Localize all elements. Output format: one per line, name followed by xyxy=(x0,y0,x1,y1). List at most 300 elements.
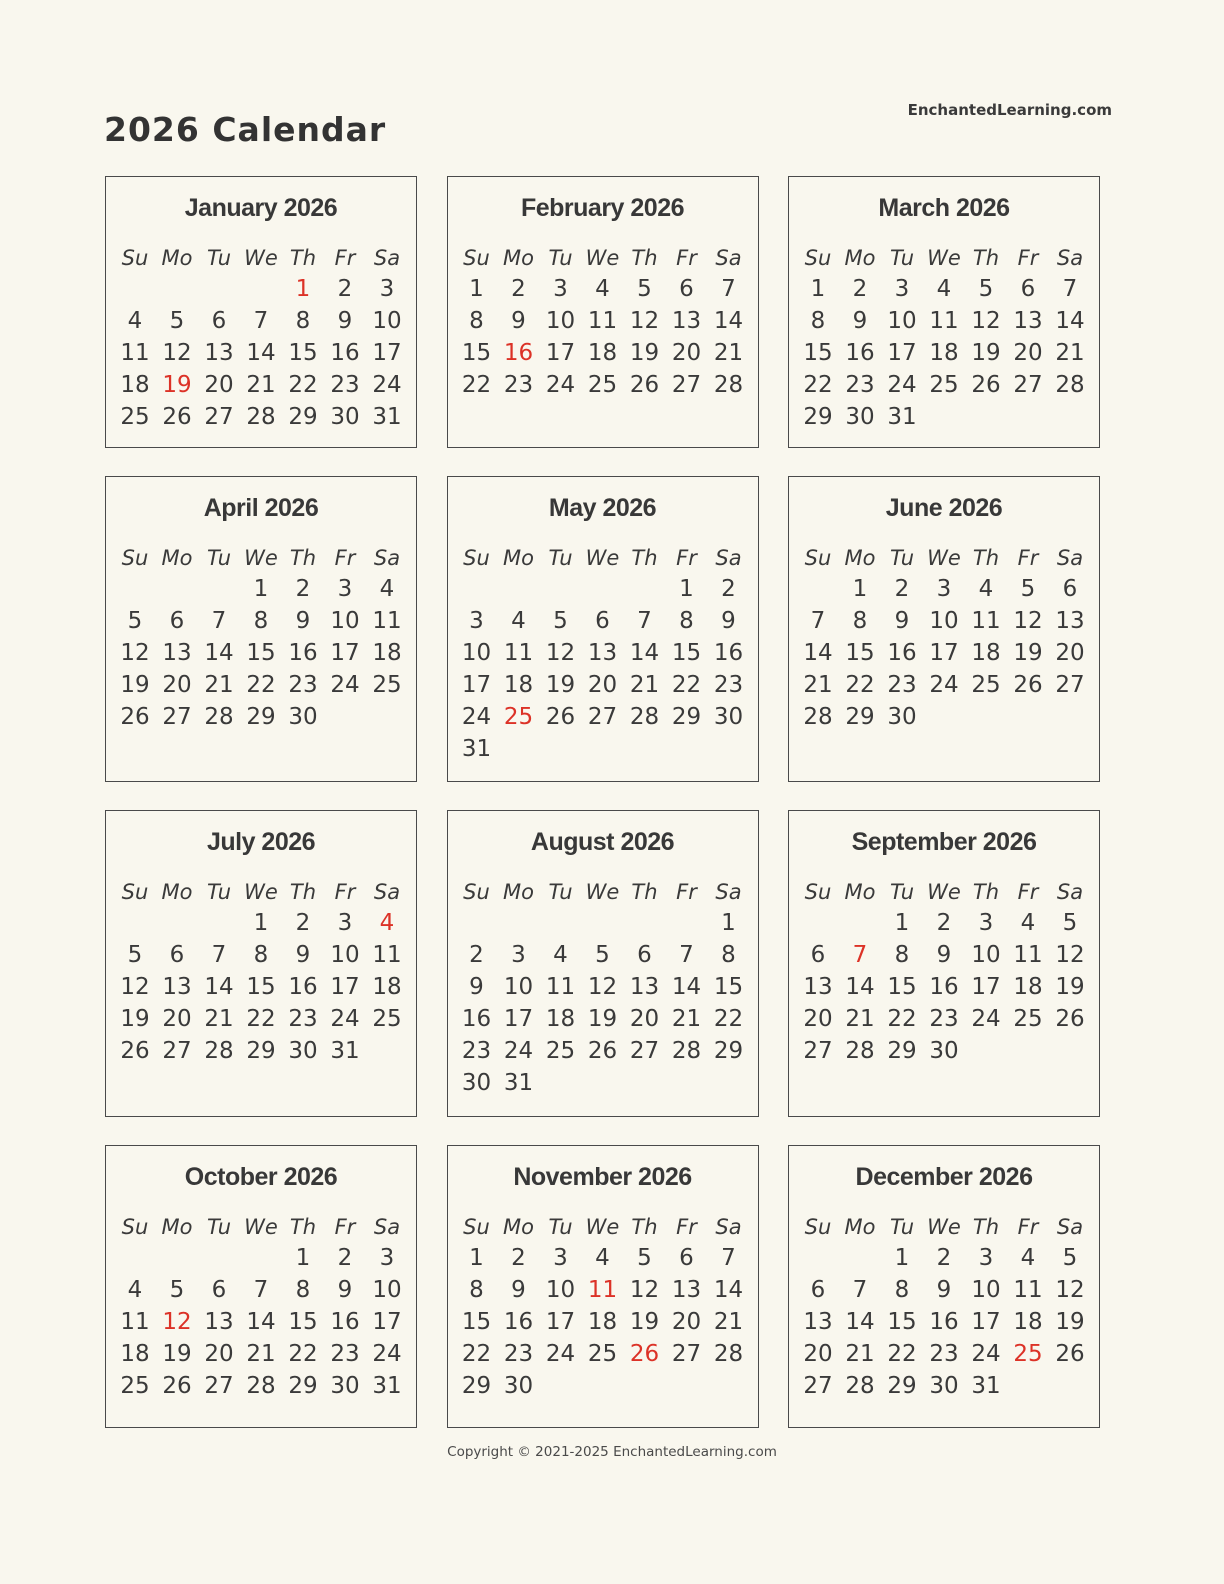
day-cell: 12 xyxy=(587,974,618,1000)
month-title: March 2026 xyxy=(878,194,1010,222)
weekday-header: Tu xyxy=(206,246,232,270)
weekday-header: Tu xyxy=(548,546,573,570)
day-cell: 16 xyxy=(887,640,917,666)
day-cell: 25 xyxy=(545,1038,576,1064)
weekday-header: Tu xyxy=(206,880,232,904)
day-cell: 10 xyxy=(929,608,959,634)
day-cell: 11 xyxy=(120,340,150,366)
week-row xyxy=(114,573,408,605)
weekday-header: Th xyxy=(289,546,317,570)
week-row xyxy=(456,939,750,971)
day-cell: 25 xyxy=(120,404,150,430)
week-row xyxy=(114,939,408,971)
month-september-2026 xyxy=(788,810,1100,1117)
day-cell-holiday: 25 xyxy=(1013,1341,1043,1367)
day-cell: 5 xyxy=(127,942,143,968)
week-row xyxy=(797,305,1091,337)
day-cell: 10 xyxy=(545,1277,576,1303)
day-cell: 26 xyxy=(1055,1341,1085,1367)
day-cell: 11 xyxy=(545,974,576,1000)
day-cell: 27 xyxy=(629,1038,660,1064)
day-cell: 7 xyxy=(211,942,227,968)
day-cell: 16 xyxy=(929,1309,959,1335)
day-cell: 6 xyxy=(169,608,185,634)
calendar-grid xyxy=(105,176,1100,1428)
week-row xyxy=(456,1067,750,1099)
weekday-header: We xyxy=(244,546,278,570)
week-row xyxy=(456,1035,750,1067)
day-cell: 2 xyxy=(936,1245,952,1271)
day-cell: 5 xyxy=(1062,910,1078,936)
week-row xyxy=(456,337,750,369)
week-row xyxy=(114,305,408,337)
weekday-header-row xyxy=(456,543,750,573)
day-cell: 13 xyxy=(629,974,660,1000)
day-cell: 7 xyxy=(637,608,652,634)
day-cell: 13 xyxy=(803,1309,833,1335)
day-cell: 13 xyxy=(162,974,192,1000)
day-cell: 12 xyxy=(629,1277,660,1303)
day-cell: 23 xyxy=(845,372,875,398)
day-cell: 11 xyxy=(372,942,402,968)
day-cell: 5 xyxy=(169,308,185,334)
day-cell: 27 xyxy=(162,704,192,730)
month-title: November 2026 xyxy=(513,1163,692,1191)
day-cell: 17 xyxy=(971,1309,1001,1335)
week-row xyxy=(797,1242,1091,1274)
day-cell: 3 xyxy=(936,576,952,602)
day-cell: 24 xyxy=(971,1341,1001,1367)
day-cell: 11 xyxy=(1013,1277,1043,1303)
day-cell: 12 xyxy=(1013,608,1043,634)
day-cell: 29 xyxy=(671,704,702,730)
day-cell: 29 xyxy=(713,1038,744,1064)
week-row xyxy=(797,1338,1091,1370)
day-cell: 10 xyxy=(372,1277,402,1303)
day-cell: 13 xyxy=(671,308,702,334)
week-row xyxy=(797,573,1091,605)
day-cell: 28 xyxy=(629,704,660,730)
day-cell: 12 xyxy=(162,340,192,366)
day-cell: 16 xyxy=(288,640,318,666)
weekday-header: Tu xyxy=(889,546,915,570)
day-cell: 9 xyxy=(511,308,526,334)
day-cell-holiday: 12 xyxy=(162,1309,192,1335)
weekday-header: Mo xyxy=(844,546,876,570)
weekday-header: Th xyxy=(631,880,658,904)
day-cell: 25 xyxy=(120,1373,150,1399)
day-cell: 8 xyxy=(852,608,868,634)
weekday-header: Tu xyxy=(889,1215,915,1239)
day-cell: 31 xyxy=(971,1373,1001,1399)
week-row xyxy=(456,1370,750,1402)
day-cell: 15 xyxy=(887,1309,917,1335)
day-cell: 29 xyxy=(288,1373,318,1399)
day-cell: 10 xyxy=(461,640,492,666)
weekday-header: Su xyxy=(463,1215,490,1239)
day-cell: 23 xyxy=(330,1341,360,1367)
day-cell: 21 xyxy=(246,1341,276,1367)
day-cell: 30 xyxy=(887,704,917,730)
weekday-header: We xyxy=(244,880,278,904)
day-cell: 9 xyxy=(295,608,311,634)
week-row xyxy=(114,337,408,369)
weekday-header-row xyxy=(797,1212,1091,1242)
day-cell: 15 xyxy=(713,974,744,1000)
weekday-header: Tu xyxy=(548,880,573,904)
day-cell: 29 xyxy=(887,1373,917,1399)
day-cell: 20 xyxy=(803,1341,833,1367)
day-cell: 18 xyxy=(120,1341,150,1367)
day-cell: 16 xyxy=(288,974,318,1000)
month-title: October 2026 xyxy=(184,1163,338,1191)
day-cell: 8 xyxy=(253,942,269,968)
day-cell: 23 xyxy=(288,672,318,698)
day-cell: 21 xyxy=(803,672,833,698)
day-cell: 16 xyxy=(461,1006,492,1032)
day-cell: 23 xyxy=(929,1006,959,1032)
weekday-header-row xyxy=(114,543,408,573)
day-cell: 5 xyxy=(127,608,143,634)
week-row xyxy=(456,1242,750,1274)
day-cell: 31 xyxy=(503,1070,534,1096)
day-cell: 4 xyxy=(1020,910,1036,936)
day-cell: 21 xyxy=(845,1341,875,1367)
day-cell: 31 xyxy=(372,1373,402,1399)
day-cell: 8 xyxy=(295,308,311,334)
day-cell: 9 xyxy=(936,1277,952,1303)
weekday-header: Th xyxy=(289,1215,317,1239)
day-cell: 27 xyxy=(1013,372,1043,398)
day-cell: 30 xyxy=(330,404,360,430)
day-cell: 1 xyxy=(852,576,868,602)
day-cell: 19 xyxy=(120,672,150,698)
day-cell: 17 xyxy=(545,340,576,366)
day-cell: 5 xyxy=(637,276,652,302)
month-title: April 2026 xyxy=(203,494,319,522)
day-cell: 6 xyxy=(211,308,227,334)
day-cell: 1 xyxy=(679,576,694,602)
week-row xyxy=(114,1306,408,1338)
day-cell: 31 xyxy=(461,736,492,762)
day-cell: 21 xyxy=(713,1309,744,1335)
day-cell: 13 xyxy=(162,640,192,666)
month-april-2026 xyxy=(105,476,417,782)
day-cell: 26 xyxy=(971,372,1001,398)
week-row xyxy=(114,971,408,1003)
day-cell: 31 xyxy=(330,1038,360,1064)
weekday-header: Tu xyxy=(206,1215,232,1239)
weekday-header: Sa xyxy=(715,246,742,270)
weekday-header: Th xyxy=(972,880,1000,904)
weekday-header: Su xyxy=(463,246,490,270)
weekday-header: We xyxy=(585,246,620,270)
day-cell: 16 xyxy=(845,340,875,366)
day-cell: 16 xyxy=(503,1309,534,1335)
day-cell: 20 xyxy=(803,1006,833,1032)
day-cell: 7 xyxy=(721,1245,736,1271)
day-cell: 12 xyxy=(545,640,576,666)
weekday-header: Mo xyxy=(844,1215,876,1239)
day-cell: 12 xyxy=(629,308,660,334)
day-cell: 8 xyxy=(679,608,694,634)
day-cell: 9 xyxy=(852,308,868,334)
day-cell: 14 xyxy=(713,308,744,334)
weekday-header: Fr xyxy=(676,880,697,904)
day-cell: 10 xyxy=(372,308,402,334)
week-row xyxy=(456,733,750,765)
day-cell: 21 xyxy=(204,672,234,698)
day-cell: 28 xyxy=(803,704,833,730)
day-cell: 3 xyxy=(978,910,994,936)
day-cell: 1 xyxy=(894,1245,910,1271)
day-cell: 30 xyxy=(845,404,875,430)
day-cell: 12 xyxy=(120,640,150,666)
day-cell: 26 xyxy=(545,704,576,730)
weekday-header-row xyxy=(456,1212,750,1242)
day-cell: 16 xyxy=(929,974,959,1000)
day-cell: 25 xyxy=(587,1341,618,1367)
day-cell: 17 xyxy=(971,974,1001,1000)
week-row xyxy=(114,701,408,733)
month-title: May 2026 xyxy=(548,494,657,522)
day-cell: 9 xyxy=(721,608,736,634)
day-cell: 29 xyxy=(288,404,318,430)
day-cell: 14 xyxy=(845,1309,875,1335)
day-cell: 21 xyxy=(713,340,744,366)
day-cell: 29 xyxy=(246,1038,276,1064)
day-cell: 14 xyxy=(845,974,875,1000)
day-cell: 26 xyxy=(587,1038,618,1064)
day-cell: 17 xyxy=(330,974,360,1000)
day-cell: 18 xyxy=(372,640,402,666)
weekday-header: Su xyxy=(804,246,832,270)
day-cell: 30 xyxy=(461,1070,492,1096)
site-link[interactable]: EnchantedLearning.com xyxy=(907,101,1112,119)
day-cell: 18 xyxy=(1013,1309,1043,1335)
weekday-header: We xyxy=(927,246,961,270)
page-title: 2026 Calendar xyxy=(104,110,387,149)
day-cell: 31 xyxy=(372,404,402,430)
day-cell: 22 xyxy=(461,372,492,398)
day-cell: 10 xyxy=(330,942,360,968)
day-cell: 14 xyxy=(803,640,833,666)
week-row xyxy=(797,1003,1091,1035)
weekday-header: Th xyxy=(289,246,317,270)
day-cell: 15 xyxy=(461,1309,492,1335)
day-cell: 28 xyxy=(204,1038,234,1064)
day-cell: 4 xyxy=(511,608,526,634)
day-cell: 14 xyxy=(1055,308,1085,334)
day-cell: 4 xyxy=(379,576,395,602)
day-cell: 5 xyxy=(553,608,568,634)
day-cell: 27 xyxy=(587,704,618,730)
day-cell: 21 xyxy=(204,1006,234,1032)
day-cell: 5 xyxy=(595,942,610,968)
day-cell: 17 xyxy=(887,340,917,366)
week-row xyxy=(114,669,408,701)
day-cell: 25 xyxy=(1013,1006,1043,1032)
day-cell: 27 xyxy=(204,404,234,430)
day-cell: 30 xyxy=(503,1373,534,1399)
day-cell: 28 xyxy=(845,1038,875,1064)
day-cell: 15 xyxy=(288,1309,318,1335)
month-july-2026 xyxy=(105,810,417,1117)
day-cell: 11 xyxy=(120,1309,150,1335)
week-row xyxy=(797,1306,1091,1338)
week-row xyxy=(114,401,408,433)
day-cell: 10 xyxy=(971,1277,1001,1303)
day-cell: 30 xyxy=(288,704,318,730)
day-cell: 28 xyxy=(246,404,276,430)
day-cell: 9 xyxy=(295,942,311,968)
day-cell: 11 xyxy=(929,308,959,334)
day-cell: 1 xyxy=(894,910,910,936)
day-cell: 8 xyxy=(469,308,484,334)
day-cell: 18 xyxy=(929,340,959,366)
day-cell: 12 xyxy=(971,308,1001,334)
weekday-header: Th xyxy=(972,546,1000,570)
day-cell: 13 xyxy=(204,340,234,366)
day-cell: 7 xyxy=(1062,276,1078,302)
day-cell: 11 xyxy=(1013,942,1043,968)
weekday-header: Th xyxy=(631,546,658,570)
day-cell: 3 xyxy=(511,942,526,968)
weekday-header: Sa xyxy=(373,546,401,570)
day-cell: 30 xyxy=(330,1373,360,1399)
day-cell: 3 xyxy=(337,910,353,936)
day-cell: 8 xyxy=(894,942,910,968)
day-cell: 9 xyxy=(511,1277,526,1303)
day-cell: 8 xyxy=(721,942,736,968)
day-cell: 14 xyxy=(246,340,276,366)
weekday-header-row xyxy=(797,543,1091,573)
day-cell: 18 xyxy=(1013,974,1043,1000)
day-cell: 22 xyxy=(671,672,702,698)
day-cell: 14 xyxy=(204,640,234,666)
weekday-header: Su xyxy=(804,880,832,904)
weekday-header: We xyxy=(585,546,620,570)
day-cell: 18 xyxy=(372,974,402,1000)
day-cell: 19 xyxy=(1055,1309,1085,1335)
day-cell: 19 xyxy=(545,672,576,698)
day-cell: 2 xyxy=(295,910,311,936)
weekday-header: Fr xyxy=(676,1215,697,1239)
day-cell: 22 xyxy=(246,1006,276,1032)
month-december-2026 xyxy=(788,1145,1100,1428)
day-cell: 6 xyxy=(810,1277,826,1303)
weekday-header: Fr xyxy=(334,546,356,570)
weekday-header: Mo xyxy=(161,546,193,570)
week-row xyxy=(797,369,1091,401)
day-cell: 2 xyxy=(295,576,311,602)
day-cell: 10 xyxy=(971,942,1001,968)
week-row xyxy=(114,1242,408,1274)
weekday-header: Mo xyxy=(503,246,534,270)
day-cell-holiday: 4 xyxy=(379,910,395,936)
week-row xyxy=(456,573,750,605)
day-cell-holiday: 25 xyxy=(503,704,534,730)
weekday-header: Fr xyxy=(334,880,356,904)
weekday-header: Su xyxy=(121,880,149,904)
day-cell: 20 xyxy=(629,1006,660,1032)
day-cell: 23 xyxy=(929,1341,959,1367)
day-cell: 6 xyxy=(211,1277,227,1303)
day-cell: 27 xyxy=(162,1038,192,1064)
day-cell: 16 xyxy=(713,640,744,666)
day-cell: 26 xyxy=(1055,1006,1085,1032)
week-row xyxy=(114,907,408,939)
day-cell: 10 xyxy=(503,974,534,1000)
weekday-header: We xyxy=(244,246,278,270)
month-title: February 2026 xyxy=(520,194,685,222)
day-cell: 20 xyxy=(1055,640,1085,666)
week-row xyxy=(114,1003,408,1035)
month-june-2026 xyxy=(788,476,1100,782)
day-cell: 18 xyxy=(587,1309,618,1335)
day-cell: 3 xyxy=(337,576,353,602)
day-cell: 21 xyxy=(629,672,660,698)
day-cell: 6 xyxy=(1020,276,1036,302)
day-cell: 12 xyxy=(1055,1277,1085,1303)
weekday-header-row xyxy=(114,243,408,273)
day-cell: 14 xyxy=(246,1309,276,1335)
day-cell: 20 xyxy=(204,372,234,398)
day-cell: 25 xyxy=(929,372,959,398)
day-cell-holiday: 7 xyxy=(852,942,868,968)
week-row xyxy=(456,1274,750,1306)
day-cell: 3 xyxy=(978,1245,994,1271)
day-cell: 28 xyxy=(671,1038,702,1064)
day-cell: 20 xyxy=(204,1341,234,1367)
week-row xyxy=(114,1370,408,1402)
day-cell: 20 xyxy=(671,1309,702,1335)
day-cell: 4 xyxy=(1020,1245,1036,1271)
day-cell: 17 xyxy=(372,340,402,366)
day-cell: 8 xyxy=(894,1277,910,1303)
week-row xyxy=(114,273,408,305)
week-row xyxy=(456,637,750,669)
day-cell: 21 xyxy=(671,1006,702,1032)
day-cell: 10 xyxy=(545,308,576,334)
month-may-2026 xyxy=(447,476,759,782)
weekday-header: Su xyxy=(804,546,832,570)
month-title: July 2026 xyxy=(206,828,316,856)
day-cell: 4 xyxy=(978,576,994,602)
week-row xyxy=(456,1338,750,1370)
day-cell: 2 xyxy=(337,276,353,302)
week-row xyxy=(456,605,750,637)
day-cell: 5 xyxy=(169,1277,185,1303)
day-cell: 15 xyxy=(246,640,276,666)
day-cell: 25 xyxy=(971,672,1001,698)
day-cell: 19 xyxy=(162,1341,192,1367)
day-cell: 26 xyxy=(120,1038,150,1064)
weekday-header: We xyxy=(585,880,620,904)
day-cell: 7 xyxy=(253,308,269,334)
day-cell: 13 xyxy=(671,1277,702,1303)
weekday-header-row xyxy=(114,877,408,907)
weekday-header: Fr xyxy=(1017,880,1039,904)
day-cell: 9 xyxy=(337,1277,353,1303)
day-cell: 29 xyxy=(803,404,833,430)
weekday-header: We xyxy=(244,1215,278,1239)
day-cell: 18 xyxy=(120,372,150,398)
weekday-header: Su xyxy=(463,880,490,904)
day-cell: 19 xyxy=(629,1309,660,1335)
day-cell: 25 xyxy=(587,372,618,398)
day-cell: 29 xyxy=(461,1373,492,1399)
